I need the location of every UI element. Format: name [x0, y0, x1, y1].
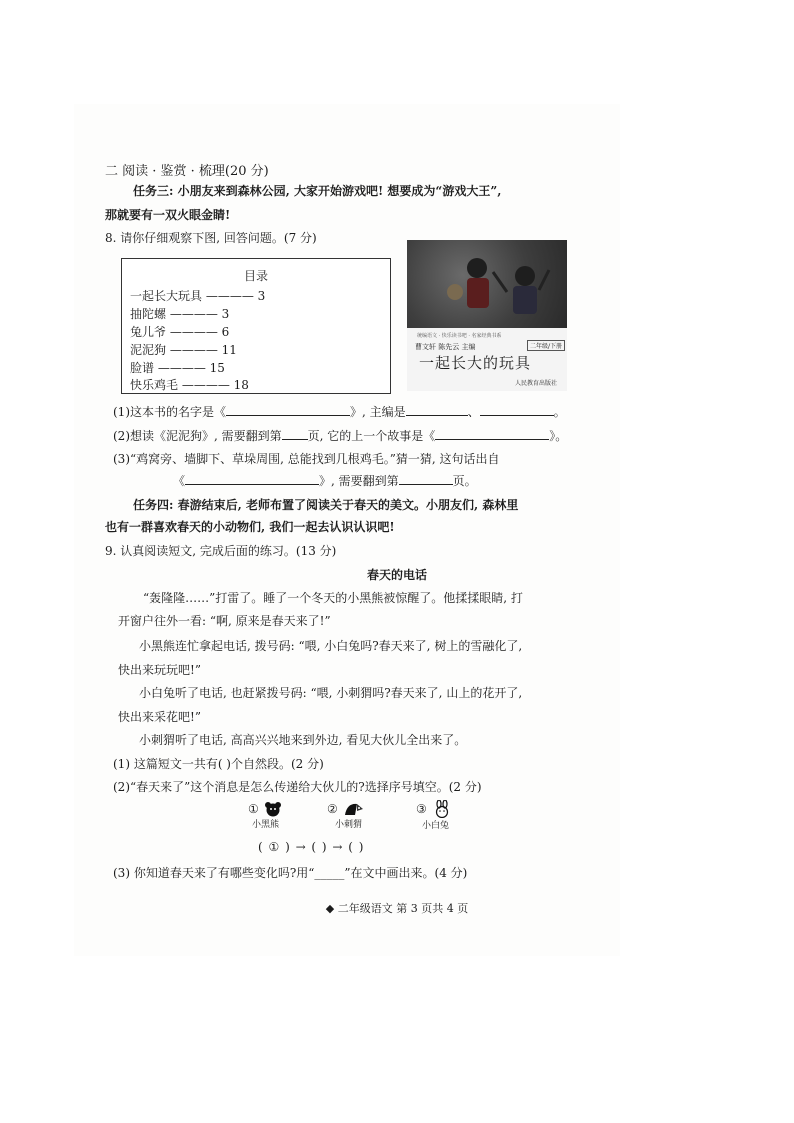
- q8-sub3-line2: [173, 472, 477, 489]
- cover-publisher: 人民教育出版社: [515, 380, 558, 387]
- toc-entry: 兔儿爷 ———— 6: [130, 325, 230, 339]
- passage-p1-line1: “轰隆隆……”打雷了。睡了一个冬天的小黑熊被惊醒了。他揉揉眼睛, 打: [143, 591, 523, 605]
- q8-sub2-text: (2)想读《泥泥狗》, 需要翻到第: [113, 429, 282, 443]
- animal-label: 小白兔: [422, 820, 450, 831]
- q8-sub3-text: 页。: [452, 474, 477, 488]
- animal-rabbit: [416, 798, 452, 831]
- section-heading: 二 阅读 · 鉴赏 · 梳理(20 分): [105, 164, 269, 179]
- answer-blank[interactable]: [399, 472, 453, 485]
- option-number: ②: [327, 802, 338, 816]
- q8-sub3-text: 《: [173, 474, 186, 488]
- animal-label: 小黑熊: [252, 820, 280, 830]
- q8-sub3-line1: (3)“鸡窝旁、墙脚下、草垛周围, 总能找到几根鸡毛。”猜一猜, 这句话出自: [113, 452, 500, 466]
- passage-p4-line1: 小刺猬听了电话, 高高兴兴地来到外边, 看见大伙儿全出来了。: [139, 733, 467, 747]
- toc-entry: 快乐鸡毛 ———— 18: [130, 378, 249, 392]
- q8-sub1-text: (1)这本书的名字是《: [113, 405, 226, 419]
- q8-sub2: [113, 427, 567, 444]
- rabbit-icon: [432, 800, 452, 818]
- cover-title: 一起长大的玩具: [419, 354, 532, 372]
- answer-blank[interactable]: [406, 403, 468, 416]
- animal-label: 小刺猬: [335, 820, 363, 830]
- q8-prompt: 8. 请你仔细观察下图, 回答问题。(7 分): [105, 231, 317, 245]
- cover-photo: [407, 240, 567, 328]
- passage-p2-line2: 快出来玩玩吧!”: [118, 663, 201, 677]
- passage-p3-line1: 小白兔听了电话, 也赶紧拨号码: “喂, 小刺猬吗?春天来了, 山上的花开了,: [139, 686, 523, 700]
- toc-entry: 泥泥狗 ———— 11: [130, 343, 237, 357]
- task4-line2: 也有一群喜欢春天的小动物们, 我们一起去认识认识吧!: [105, 520, 395, 534]
- task3-line1: 任务三: 小朋友来到森林公园, 大家开始游戏吧! 想要成为“游戏大王”,: [133, 184, 502, 198]
- q8-sub1: [113, 403, 566, 420]
- q9-prompt: 9. 认真阅读短文, 完成后面的练习。(13 分): [105, 544, 337, 558]
- q9-sub2: (2)“春天来了”这个消息是怎么传递给大伙儿的?选择序号填空。(2 分): [113, 780, 482, 794]
- passage-title: 春天的电话: [366, 568, 427, 582]
- answer-blank[interactable]: [185, 472, 319, 485]
- task4-line1: 任务四: 春游结束后, 老师布置了阅读关于春天的美文。小朋友们, 森林里: [133, 498, 519, 512]
- answer-blank[interactable]: [282, 427, 308, 440]
- bear-icon: [264, 801, 282, 817]
- q8-sub3-text: 》, 需要翻到第: [319, 474, 399, 488]
- q9-sub1: (1) 这篇短文一共有( )个自然段。(2 分): [113, 757, 324, 771]
- passage-p1-line2: 开窗户往外一看: “啊, 原来是春天来了!”: [118, 614, 331, 628]
- toc-title: 目录: [243, 269, 268, 283]
- table-of-contents: [121, 258, 391, 394]
- passage-p2-line1: 小黑熊连忙拿起电话, 拨号码: “喂, 小白兔吗?春天来了, 树上的雪融化了,: [139, 639, 523, 653]
- passage-p3-line2: 快出来采花吧!”: [118, 710, 201, 724]
- answer-blank[interactable]: [480, 403, 554, 416]
- q8-sub1-text: 》, 主编是: [350, 405, 406, 419]
- q8-sub1-text: 、: [467, 405, 480, 419]
- book-cover-image: [407, 240, 567, 391]
- q9-sub3: (3) 你知道春天来了有哪些变化吗?用“_____”在文中画出来。(4 分): [113, 866, 468, 880]
- q8-sub2-text: 》。: [549, 429, 568, 443]
- animal-hedgehog: [327, 798, 365, 830]
- option-number: ①: [248, 802, 259, 816]
- cover-series-line: 统编语文 · 快乐读书吧 · 名家经典书系: [417, 333, 502, 339]
- toc-entry: 脸谱 ———— 15: [130, 361, 225, 375]
- toc-entry: 一起长大玩具 ———— 3: [130, 289, 266, 303]
- q8-sub1-text: 。: [553, 405, 566, 419]
- task3-line2: 那就要有一双火眼金睛!: [105, 208, 231, 222]
- q8-sub2-text: 页, 它的上一个故事是《: [307, 429, 436, 443]
- answer-blank[interactable]: [226, 403, 350, 416]
- hedgehog-icon: [343, 801, 365, 817]
- cover-grade: 二年级/下册: [527, 340, 565, 351]
- animal-bear: [248, 798, 282, 830]
- option-number: ③: [416, 802, 427, 816]
- page-footer: ◆ 二年级语文 第 3 页共 4 页: [325, 902, 469, 915]
- toc-entry: 抽陀螺 ———— 3: [130, 307, 230, 321]
- sequence-answer-chain[interactable]: ( ① ) → ( ) → ( ): [258, 840, 365, 854]
- cover-author: 曹文轩 陈先云 主编: [415, 343, 476, 351]
- answer-blank[interactable]: [435, 427, 549, 440]
- children-playing-illustration: [407, 240, 567, 328]
